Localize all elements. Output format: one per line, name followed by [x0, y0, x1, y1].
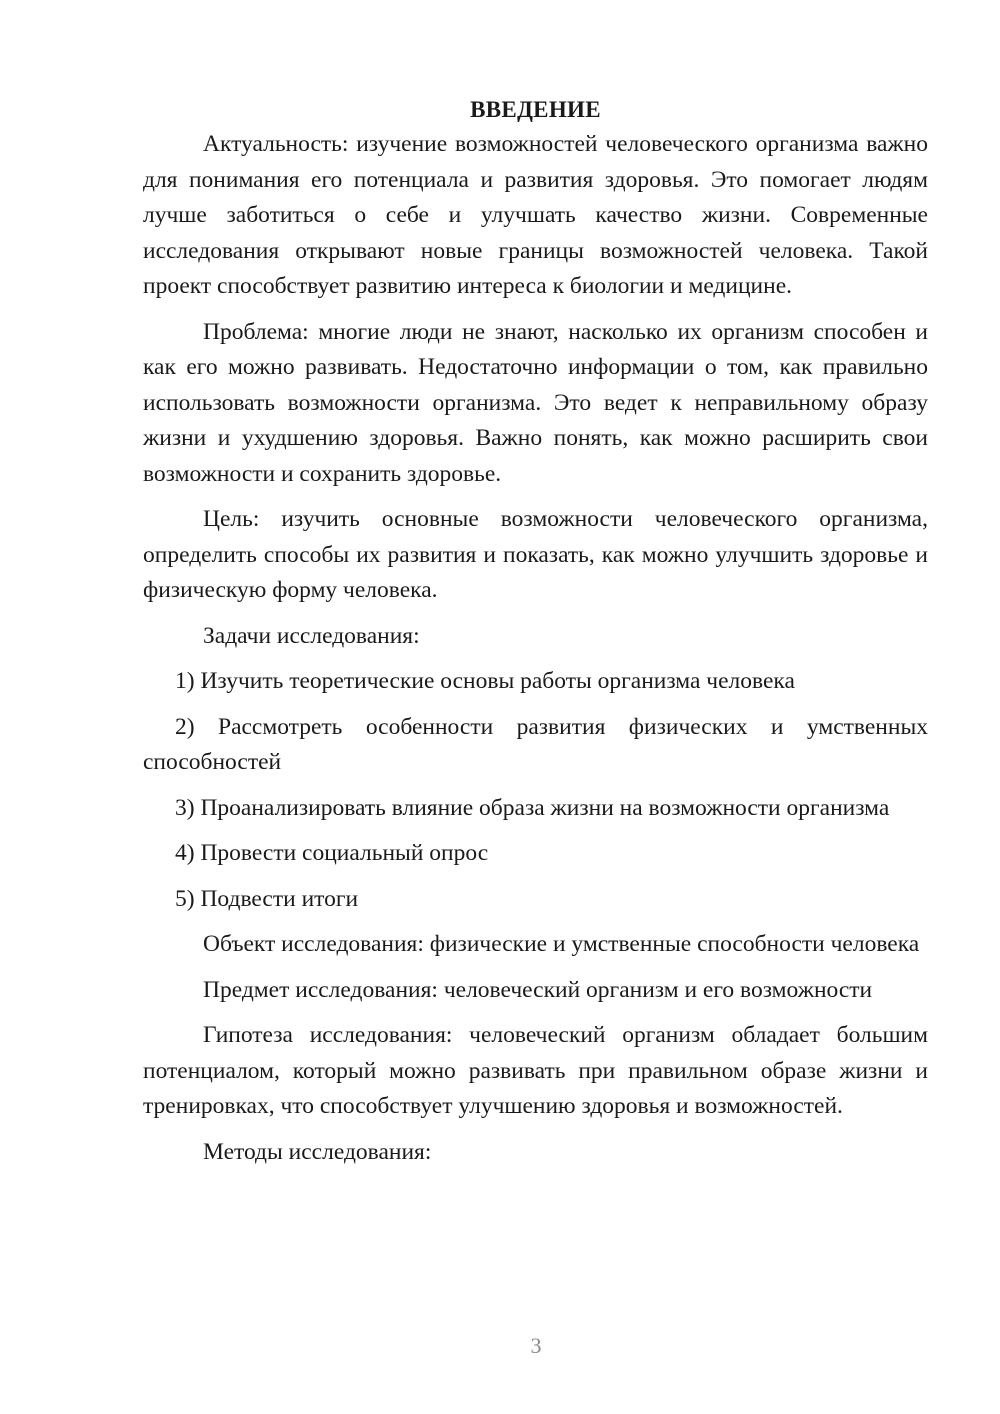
paragraph-subject: Предмет исследования: человеческий организм и его возможности: [203, 976, 873, 1003]
paragraph-tasks-heading: Задачи исследования:: [203, 622, 420, 649]
paragraph-problem: Проблема: многие люди не знают, насколько их организм способен и как его можно развивать. Недостаточно информации о том, как правильно использовать возможности организма. Это ведет к неправильному образу жизни и ухудшению здоровья. Важно понять, как можно расширить свои возможности и сохранить здоровье.: [143, 318, 928, 487]
paragraph-object: Объект исследования: физические и умственные способности человека: [203, 931, 920, 957]
paragraph-goal: Цель: изучить основные возможности человеческого организма, определить способы их развития и показать, как можно улучшить здоровье и физическую форму человека.: [143, 506, 928, 603]
section-title: ВВЕДЕНИЕ: [470, 97, 601, 122]
paragraph-relevance: Актуальность: изучение возможностей человеческого организма важно для понимания его потенциала и развития здоровья. Это помогает людям лучше заботиться о себе и улучшать качество жизни. Современные исследования открывают новые границы возможностей человека. Такой проект способствует развитию интереса к биологии и медицине.: [143, 131, 928, 299]
task-item-2: 2) Рассмотреть особенности развития физических и умственных способностей: [143, 713, 928, 775]
task-item-1: 1) Изучить теоретические основы работы организма человека: [175, 668, 795, 694]
task-item-4: 4) Провести социальный опрос: [175, 840, 489, 866]
task-item-5: 5) Подвести итоги: [175, 885, 359, 912]
paragraph-methods: Методы исследования:: [203, 1138, 432, 1165]
paragraph-hypothesis: Гипотеза исследования: человеческий организм обладает большим потенциалом, который можно развивать при правильном образе жизни и тренировках, что способствует улучшению здоровья и возможностей.: [143, 1022, 928, 1119]
page-content: [143, 92, 928, 1180]
page-number: 3: [530, 1333, 542, 1358]
task-item-3: 3) Проанализировать влияние образа жизни на возможности организма: [175, 794, 890, 821]
